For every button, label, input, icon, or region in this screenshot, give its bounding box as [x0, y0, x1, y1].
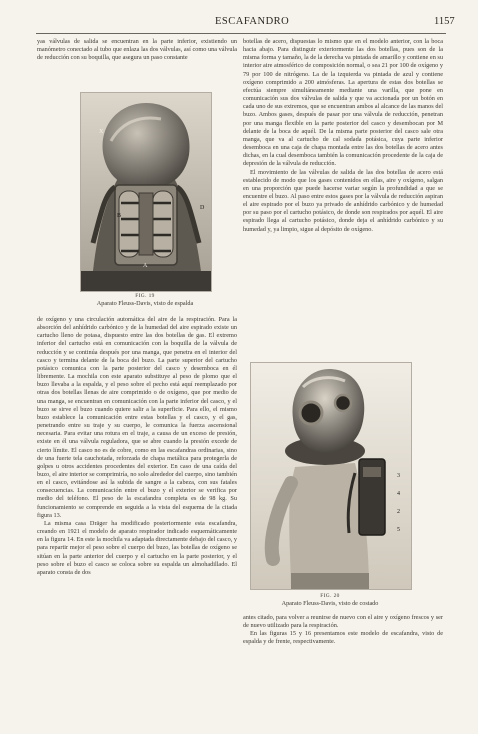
page-title: ESCAFANDRO [215, 16, 290, 27]
paragraph: antes citado, para volver a reunirse de nuevo con el aire y oxígeno frescos y ser de nuevo utilizado para la respiración. [243, 614, 443, 630]
left-column-top [37, 38, 237, 86]
figure-label: 3 [397, 473, 400, 479]
paragraph: En las figuras 15 y 16 presentamos este modelo de escafandra, visto de espalda y de frente, respectivamente. [243, 630, 443, 646]
figure-19-caption [70, 292, 220, 308]
paragraph: El movimiento de las válvulas de salida de las dos botellas de acero está establecido de modo que los gases contenidos en ellas, aire y oxígeno, salgan en una proporción que puede hacerse variar según la profundidad a que se encuentre el buzo. Al paso entre estos gases por la válvula de reducción aspiran el aire espirado por el buzo ya privado de anhídrido carbónico y de humedad por su paso por el cartucho potásico, de donde son respirados por aquél. El aire espirado llega al cartucho potásico, donde deja el anhídrido carbónico y su humedad y, ya limpio, sigue al depósito de oxígeno. [243, 168, 443, 233]
paragraph: La misma casa Dräger ha modificado posteriormente esta escafandra, creando en 1921 el modelo de aparato respirador indicado esquemáticamente en la figura 14. En este la mochila va adaptada directamente debajo del casco, y para repartir mejor el peso sobre el cuerpo del buzo, las botellas de oxígeno se sitúan en la parte anterior del cuerpo y el cartucho en la parte posterior, y el peso sobre el buzo el casco se coloca sobre su espalda un almohadillado. El aparato consta de dos [37, 519, 237, 576]
caption-text: Aparato Fleuss-Davis, visto de espalda [96, 300, 194, 307]
figure-20-photo [250, 362, 412, 590]
figure-label: A [143, 263, 148, 269]
figure-label: 5 [397, 527, 400, 533]
figure-label: X [99, 129, 104, 135]
page-number: 1157 [434, 16, 455, 27]
figure-label: 2 [397, 509, 400, 515]
figure-label: D [200, 205, 205, 211]
header-rule [36, 33, 446, 34]
figure-label: B [117, 213, 122, 219]
figure-19-photo [80, 92, 212, 292]
figure-20-caption [250, 592, 410, 608]
figure-number: FIG. 20 [320, 593, 340, 599]
diver-back-view-image [81, 93, 211, 291]
diver-side-view-image [251, 363, 411, 589]
right-column-top [243, 38, 443, 358]
right-column-bottom [243, 614, 443, 694]
caption-text: Aparato Fleuss-Davis, visto de costado [281, 600, 379, 607]
left-column-bottom [37, 316, 237, 694]
paragraph: de oxígeno y una circulación automática del aire de la respiración. Para la absorción del anhídrido carbónico y de la humedad del aire espirado existe un cartucho lleno de potasa, dispuesto entre las dos botellas de gas. El extremo inferior del cartucho está en comunicación con la boquilla de la válvula de reducción y se continúa después por una manga, que penetra en el interior del casco y termina delante de la boca del buzo. La parte superior del cartucho potásico comunica con la parte posterior del casco y desemboca en él libremente. La mochila con este aparato substituye al peso de plomo que el buzo llevaba a la espalda, y el peso sobre el pecho está aquí reemplazado por otras dos botellas llenas de aire comprimido o de oxígeno, que por medio de una manga, se encuentran en comunicación con la parte inferior del casco, y el buzo se sirve el buzo cuando quiere salir a la superficie. Para ello, el mismo buzo establece la comunicación entre estas botellas y el casco, y el gas, penetrando entre su traje y su cuerpo, le comunica la fuerza ascensional necesaria. Para evitar una rotura en el traje, a causa de un exceso de presión, existe en él una válvula reguladora, que se abre cuando la presión excede de cierto límite. El casco no es de cobre, como en las escafandras ordinarias, sino de una fuerte tela cauchotada, reforzada de chapa metálica para protegerla de golpes u otros accidentes procedentes del exterior. En caso de una caída del buzo, el aire interior se comprimiría, no solo alrededor del cuerpo, sino también en el casco, evitándose así la subida de sangre a la cabeza, con sus fatales consecuencias. La comunicación entre el buzo y el exterior se verifica por medio del teléfono. El peso de la escafandra completa es de 98 kg. Su funcionamiento se comprende en seguida a la vista del esquema de la citada figura 13. [37, 316, 237, 519]
paragraph: yas válvulas de salida se encuentran en la parte inferior, existiendo un manómetro conectado al tubo que enlaza las dos válvulas, así como una válvula de reducción con su boquilla, que asegura un paso constante [37, 38, 237, 62]
figure-label: 4 [397, 491, 400, 497]
figure-number: FIG. 19 [135, 293, 155, 299]
paragraph: botellas de acero, dispuestas lo mismo que en el modelo anterior, con la boca hacia abajo. Para distinguir exteriormente las dos botellas, pues son de la misma forma y tamaño, la de la derecha va pintada de amarillo y contiene en su interior aire atmosférico de composición normal, o sea 21 por 100 de oxígeno y 79 por 100 de nitrógeno. La de la izquierda va pintada de azul y contiene oxígeno comprimido a 200 atmósferas. La apertura de estas dos botellas se efectúa siempre simultáneamente mediante una varilla, que pone en comunicación sus dos válvulas de salida y que va accionada por un botón en cada uno de sus extremos, que se encuentran ambos al alcance de las manos del buzo. Ambos gases, después de pasar por una válvula de reducción, penetran por una manga flexible en la parte posterior del casco y desembocan por M delante de la boca de aquél. De la misma parte posterior del casco sale otra manga, que va al cartucho de cal sodada potásica, cuya parte inferior desemboca en una caja de chapa montada entre las dos botellas de acero antes dichas, en la cual desemboca también la comunicación procedente de la caja de depresión de la válvula de reducción. [243, 38, 443, 168]
